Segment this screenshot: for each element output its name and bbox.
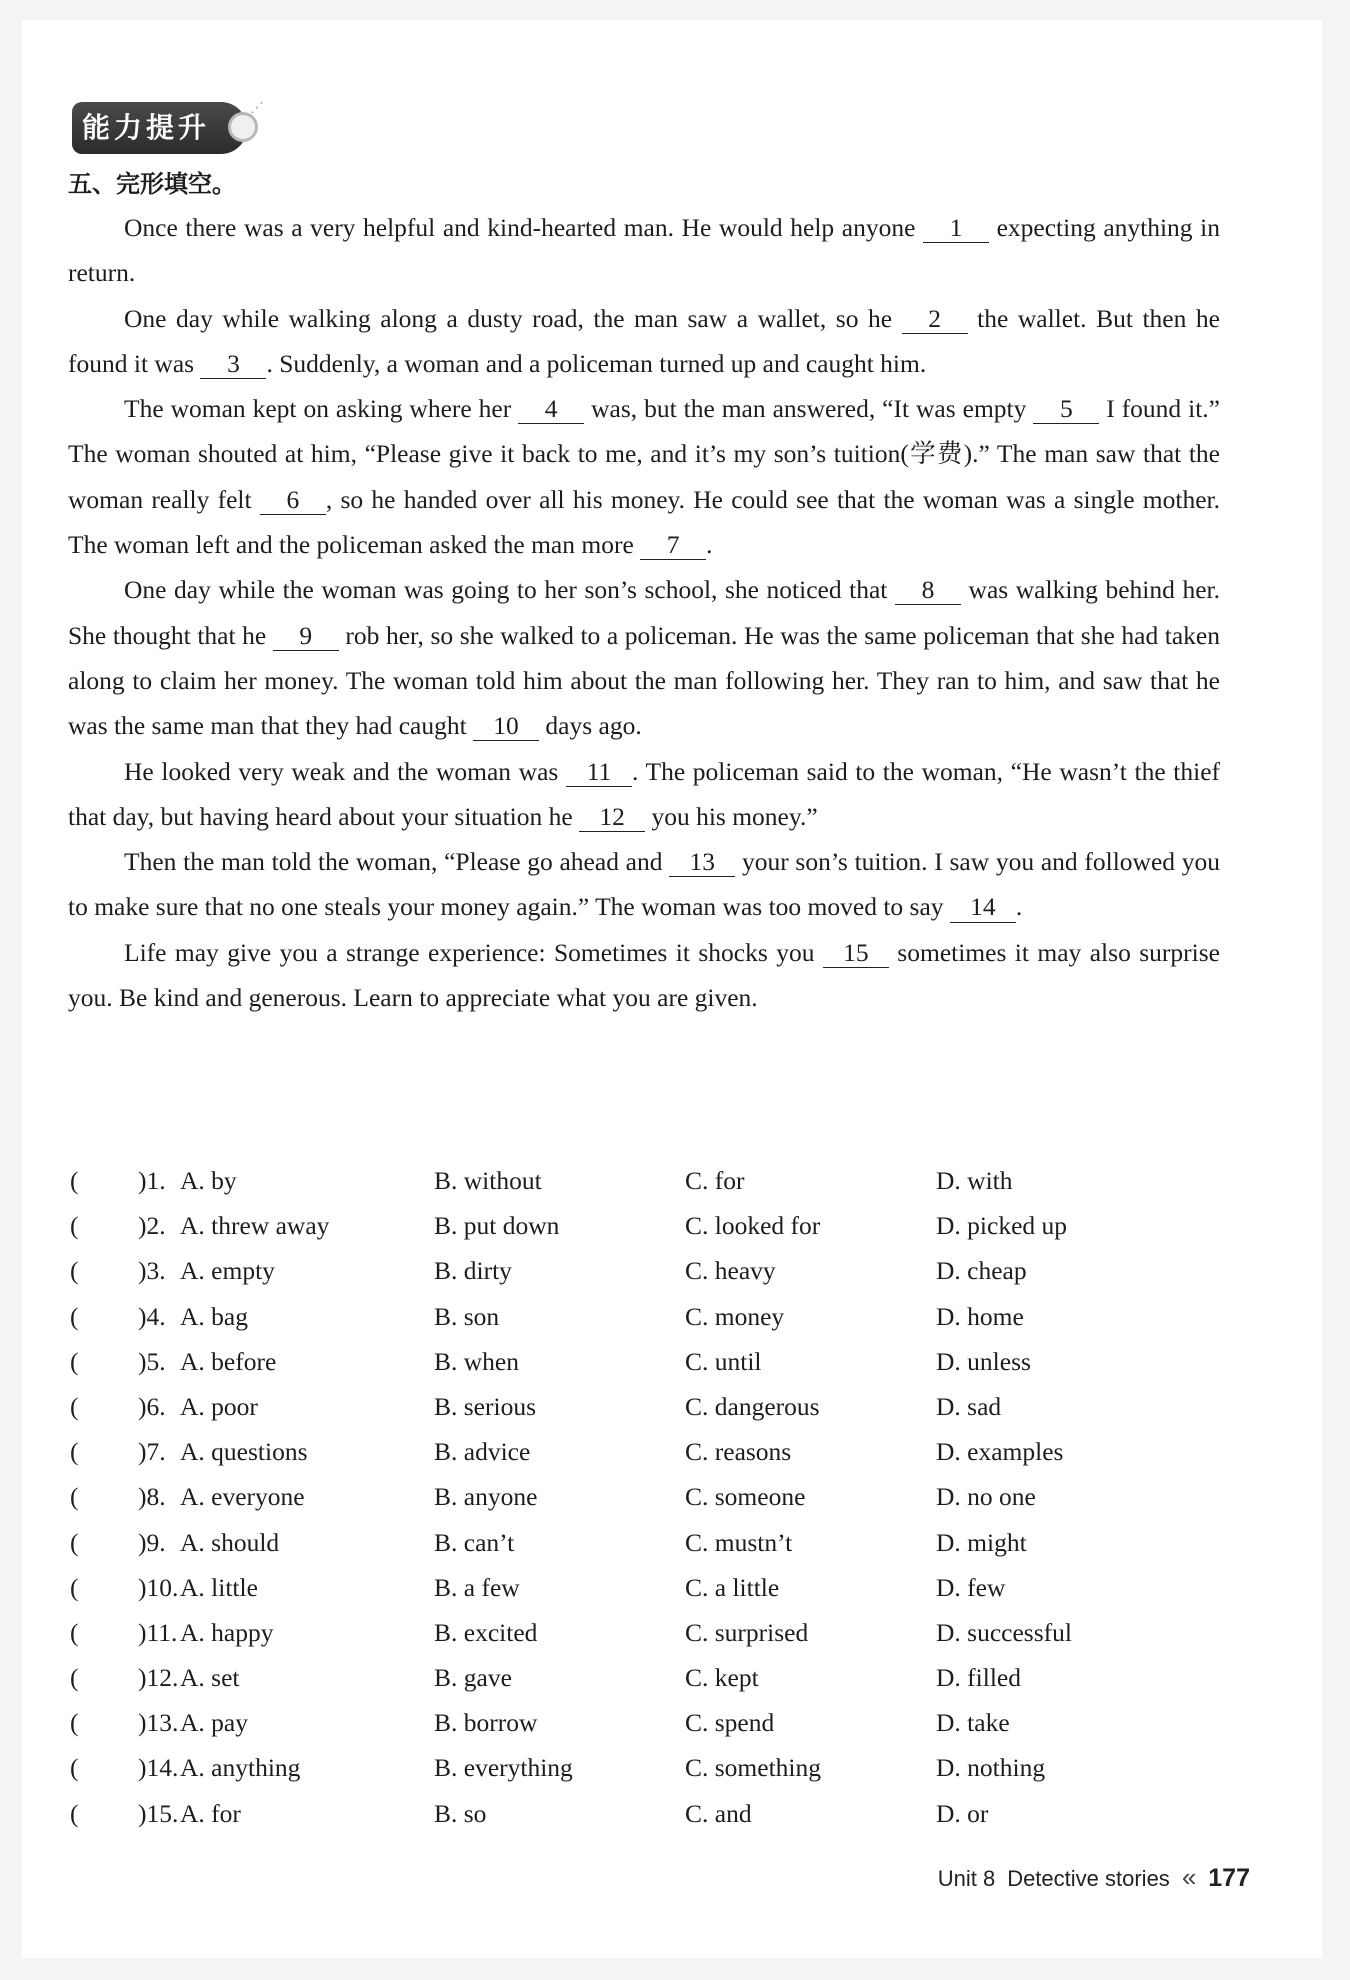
option-b: B. gave [434, 1663, 512, 1693]
option-d: D. few [936, 1572, 1006, 1602]
option-c: C. something [685, 1753, 822, 1783]
option-c: C. for [685, 1166, 745, 1195]
option-a: A. threw away [180, 1211, 330, 1241]
option-d: D. sad [936, 1391, 1002, 1421]
question-row [68, 1203, 1220, 1248]
option-b: B. can’t [434, 1527, 515, 1557]
passage-text: expecting anything in return. [68, 213, 1220, 288]
question-number: )13. [138, 1708, 179, 1738]
option-c: C. dangerous [685, 1391, 820, 1421]
answer-paren: ( [70, 1346, 79, 1376]
option-b: B. borrow [434, 1708, 538, 1738]
chevron-left-icon: « [1181, 1862, 1197, 1892]
question-number: )7. [138, 1437, 166, 1467]
question-row [68, 1791, 1220, 1836]
question-row [68, 1700, 1220, 1745]
option-b: B. without [434, 1166, 542, 1195]
question-number: )14. [138, 1753, 179, 1783]
option-b: B. a few [434, 1572, 520, 1602]
page-footer [938, 1862, 1250, 1893]
passage-text: sometimes it may also surprise you. Be kind and generous. Learn to appreciate what you are given. [68, 937, 1220, 1013]
blank-10: 10 [473, 712, 539, 741]
option-a: A. happy [180, 1617, 274, 1647]
option-d: D. with [936, 1166, 1013, 1195]
option-d: D. cheap [936, 1256, 1027, 1286]
question-number: )1. [138, 1166, 166, 1195]
blank-15: 15 [823, 939, 889, 968]
blank-11: 11 [566, 758, 632, 787]
passage-text: Life may give you a strange experience: Sometimes it shocks you [124, 937, 823, 967]
exercise-heading: 五、完形填空。 [68, 170, 236, 198]
passage-paragraph [68, 567, 1220, 748]
passage-text: the wallet. But then he found it was [68, 303, 1220, 378]
option-a: A. questions [180, 1437, 308, 1467]
passage-paragraph [68, 386, 1220, 567]
option-d: D. or [936, 1798, 989, 1828]
page-number: 177 [1208, 1864, 1250, 1892]
question-row [68, 1655, 1220, 1700]
option-a: A. everyone [180, 1482, 305, 1512]
answer-paren: ( [70, 1708, 79, 1738]
blank-4: 4 [518, 395, 584, 424]
passage-text: rob her, so she walked to a policeman. He was the same policeman that she had taken along to claim her money. The woman told him about the man following her. They ran to him, and saw that he was the same man that they had caught [68, 620, 1220, 741]
question-number: )2. [138, 1211, 166, 1241]
blank-9: 9 [273, 622, 339, 651]
option-b: B. so [434, 1798, 487, 1828]
question-number: )12. [138, 1663, 179, 1693]
option-b: B. excited [434, 1617, 538, 1647]
option-c: C. mustn’t [685, 1527, 793, 1557]
cloze-passage [68, 205, 1220, 1020]
passage-text: One day while the woman was going to her son’s school, she noticed that [124, 575, 895, 605]
lightbulb-icon [228, 112, 258, 142]
question-number: )15. [138, 1798, 179, 1828]
blank-5: 5 [1033, 395, 1099, 424]
passage-text: One day while walking along a dusty road, the man saw a wallet, so he [124, 303, 902, 333]
answer-paren: ( [70, 1663, 79, 1693]
option-a: A. anything [180, 1753, 301, 1783]
answer-paren: ( [70, 1753, 79, 1783]
passage-paragraph [68, 839, 1220, 930]
option-c: C. until [685, 1346, 762, 1376]
option-d: D. examples [936, 1437, 1064, 1467]
passage-text: . Suddenly, a woman and a policeman turned up and caught him. [266, 348, 927, 378]
answer-paren: ( [70, 1527, 79, 1557]
passage-text: He looked very weak and the woman was [124, 756, 566, 786]
question-number: )3. [138, 1256, 166, 1286]
question-row [68, 1248, 1220, 1293]
option-c: C. money [685, 1301, 785, 1331]
answer-paren: ( [70, 1437, 79, 1467]
question-row [68, 1429, 1220, 1474]
option-b: B. son [434, 1301, 500, 1331]
passage-paragraph [68, 930, 1220, 1021]
answer-paren: ( [70, 1798, 79, 1828]
passage-text: your son’s tuition. I saw you and followed you to make sure that no one steals your money again.” The woman was too moved to say [68, 847, 1221, 922]
option-a: A. before [180, 1346, 277, 1376]
passage-text: was walking behind her. She thought that he [68, 575, 1220, 650]
option-a: A. by [180, 1166, 237, 1195]
option-d: D. take [936, 1708, 1010, 1738]
option-b: B. anyone [434, 1482, 538, 1512]
blank-2: 2 [902, 305, 968, 334]
question-number: )6. [138, 1391, 166, 1421]
question-row [68, 1384, 1220, 1429]
answer-paren: ( [70, 1166, 79, 1195]
option-d: D. filled [936, 1663, 1021, 1693]
blank-14: 14 [950, 893, 1016, 922]
option-a: A. pay [180, 1708, 248, 1738]
option-b: B. everything [434, 1753, 573, 1783]
answer-paren: ( [70, 1211, 79, 1241]
question-row [68, 1158, 1220, 1203]
answer-options [68, 1158, 1220, 1836]
option-a: A. for [180, 1798, 241, 1828]
option-a: A. poor [180, 1391, 258, 1421]
passage-text: was, but the man answered, “It was empty [584, 394, 1034, 424]
option-c: C. surprised [685, 1617, 809, 1647]
blank-6: 6 [260, 486, 326, 515]
question-row [68, 1520, 1220, 1565]
passage-text: The woman kept on asking where her [124, 394, 519, 424]
question-row [68, 1474, 1220, 1519]
question-row [68, 1745, 1220, 1790]
option-a: A. empty [180, 1256, 275, 1286]
question-number: )8. [138, 1482, 166, 1512]
question-row [68, 1565, 1220, 1610]
passage-text: Once there was a very helpful and kind-hearted man. He would help anyone [124, 213, 923, 242]
passage-paragraph [68, 296, 1220, 387]
blank-8: 8 [895, 576, 961, 605]
answer-paren: ( [70, 1617, 79, 1647]
option-d: D. might [936, 1527, 1027, 1557]
option-b: B. advice [434, 1437, 531, 1467]
blank-1: 1 [923, 214, 989, 243]
option-b: B. dirty [434, 1256, 512, 1286]
passage-text: . [706, 530, 713, 560]
answer-paren: ( [70, 1572, 79, 1602]
option-d: D. home [936, 1301, 1024, 1331]
question-number: )10. [138, 1572, 179, 1602]
section-badge: 能力提升 [72, 102, 247, 154]
question-row [68, 1339, 1220, 1384]
option-a: A. bag [180, 1301, 248, 1331]
option-d: D. successful [936, 1617, 1072, 1647]
question-row [68, 1610, 1220, 1655]
option-c: C. looked for [685, 1211, 821, 1241]
option-b: B. put down [434, 1211, 560, 1241]
option-c: C. someone [685, 1482, 806, 1512]
answer-paren: ( [70, 1391, 79, 1421]
option-d: D. unless [936, 1346, 1031, 1376]
option-c: C. spend [685, 1708, 775, 1738]
passage-text: . The policeman said to the woman, “He wasn’t the thief that day, but having heard about your situation he [68, 756, 1220, 831]
blank-7: 7 [640, 531, 706, 560]
passage-paragraph [68, 205, 1220, 296]
footer-unit: Unit 8 [937, 1866, 996, 1891]
option-d: D. picked up [936, 1211, 1068, 1241]
blank-13: 13 [669, 848, 735, 877]
option-d: D. no one [936, 1482, 1036, 1512]
passage-paragraph [68, 749, 1220, 840]
option-c: C. heavy [685, 1256, 776, 1286]
passage-text: , so he handed over all his money. He could see that the woman was a single mother. The woman left and the policeman asked the man more [68, 484, 1220, 560]
passage-text: Then the man told the woman, “Please go ahead and [124, 847, 670, 877]
blank-12: 12 [579, 803, 645, 832]
question-row [68, 1294, 1220, 1339]
option-a: A. little [180, 1572, 258, 1602]
blank-3: 3 [200, 350, 266, 379]
answer-paren: ( [70, 1256, 79, 1286]
option-c: C. a little [685, 1572, 780, 1602]
lightbulb-rays-icon: ⋰ [250, 100, 264, 116]
option-c: C. and [685, 1798, 752, 1828]
passage-text: I found it.” The woman shouted at him, “Please give it back to me, and it’s my son’s tuition(学费).” The man saw that the woman really felt [68, 394, 1220, 514]
answer-paren: ( [70, 1301, 79, 1331]
option-c: C. kept [685, 1663, 759, 1693]
question-number: )5. [138, 1346, 166, 1376]
answer-paren: ( [70, 1482, 79, 1512]
option-d: D. nothing [936, 1753, 1046, 1783]
question-number: )9. [138, 1527, 166, 1557]
footer-title: Detective stories [1007, 1866, 1170, 1891]
option-b: B. when [434, 1346, 519, 1376]
option-c: C. reasons [685, 1437, 792, 1467]
question-number: )4. [138, 1301, 166, 1331]
option-a: A. set [180, 1663, 240, 1693]
passage-text: days ago. [539, 711, 642, 741]
question-number: )11. [138, 1617, 178, 1647]
option-a: A. should [180, 1527, 280, 1557]
passage-text: . [1015, 892, 1023, 922]
passage-text: you his money.” [645, 801, 818, 831]
option-b: B. serious [434, 1391, 536, 1421]
